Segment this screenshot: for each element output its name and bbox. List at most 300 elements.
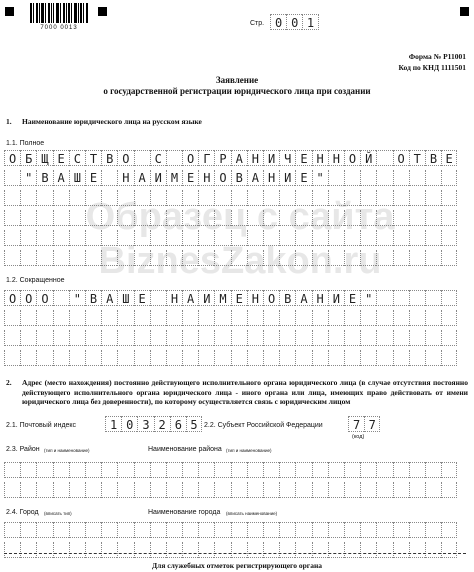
letter-cell[interactable]	[360, 542, 376, 558]
letter-cell[interactable]	[328, 350, 344, 366]
letter-cell[interactable]: Е	[53, 150, 69, 166]
letter-cell[interactable]: Б	[20, 150, 36, 166]
letter-cell[interactable]	[279, 522, 295, 538]
letter-cell[interactable]	[36, 462, 52, 478]
letter-cell[interactable]	[182, 310, 198, 326]
letter-cell[interactable]	[279, 350, 295, 366]
letter-cell[interactable]	[279, 482, 295, 498]
full-name-row[interactable]	[4, 170, 457, 186]
postcode-digit[interactable]: 0	[121, 416, 137, 432]
letter-cell[interactable]	[441, 522, 457, 538]
letter-cell[interactable]	[231, 230, 247, 246]
letter-cell[interactable]	[409, 522, 425, 538]
letter-cell[interactable]: И	[263, 150, 279, 166]
letter-cell[interactable]	[263, 542, 279, 558]
letter-cell[interactable]	[85, 522, 101, 538]
letter-cell[interactable]	[20, 310, 36, 326]
letter-cell[interactable]	[328, 542, 344, 558]
letter-cell[interactable]	[279, 462, 295, 478]
letter-cell[interactable]	[214, 230, 230, 246]
city-row[interactable]	[4, 542, 457, 558]
letter-cell[interactable]	[20, 542, 36, 558]
letter-cell[interactable]	[53, 310, 69, 326]
letter-cell[interactable]	[393, 310, 409, 326]
letter-cell[interactable]	[53, 522, 69, 538]
letter-cell[interactable]	[4, 210, 20, 226]
letter-cell[interactable]	[231, 350, 247, 366]
letter-cell[interactable]	[198, 350, 214, 366]
postcode-digit[interactable]: 6	[170, 416, 186, 432]
letter-cell[interactable]: Й	[360, 150, 376, 166]
letter-cell[interactable]	[134, 210, 150, 226]
letter-cell[interactable]	[69, 250, 85, 266]
letter-cell[interactable]	[376, 150, 392, 166]
letter-cell[interactable]	[393, 462, 409, 478]
letter-cell[interactable]	[214, 542, 230, 558]
letter-cell[interactable]	[376, 462, 392, 478]
letter-cell[interactable]	[425, 250, 441, 266]
letter-cell[interactable]	[85, 210, 101, 226]
letter-cell[interactable]	[85, 250, 101, 266]
letter-cell[interactable]	[150, 330, 166, 346]
letter-cell[interactable]	[4, 230, 20, 246]
letter-cell[interactable]	[4, 522, 20, 538]
letter-cell[interactable]: М	[214, 290, 230, 306]
letter-cell[interactable]	[295, 210, 311, 226]
letter-cell[interactable]	[312, 542, 328, 558]
letter-cell[interactable]	[425, 310, 441, 326]
letter-cell[interactable]	[182, 230, 198, 246]
letter-cell[interactable]: О	[117, 150, 133, 166]
letter-cell[interactable]	[312, 350, 328, 366]
letter-cell[interactable]	[376, 210, 392, 226]
letter-cell[interactable]	[134, 330, 150, 346]
letter-cell[interactable]	[182, 350, 198, 366]
letter-cell[interactable]	[247, 482, 263, 498]
full-name-row[interactable]	[4, 190, 457, 206]
letter-cell[interactable]	[166, 350, 182, 366]
letter-cell[interactable]	[134, 230, 150, 246]
letter-cell[interactable]	[376, 310, 392, 326]
letter-cell[interactable]: И	[328, 290, 344, 306]
letter-cell[interactable]	[198, 250, 214, 266]
letter-cell[interactable]	[441, 170, 457, 186]
letter-cell[interactable]: М	[166, 170, 182, 186]
letter-cell[interactable]	[312, 310, 328, 326]
letter-cell[interactable]	[441, 250, 457, 266]
letter-cell[interactable]	[4, 482, 20, 498]
letter-cell[interactable]	[441, 482, 457, 498]
letter-cell[interactable]	[182, 542, 198, 558]
letter-cell[interactable]	[231, 542, 247, 558]
letter-cell[interactable]	[117, 542, 133, 558]
letter-cell[interactable]	[263, 522, 279, 538]
letter-cell[interactable]: Е	[85, 170, 101, 186]
letter-cell[interactable]	[214, 250, 230, 266]
letter-cell[interactable]	[247, 462, 263, 478]
letter-cell[interactable]	[117, 310, 133, 326]
letter-cell[interactable]	[344, 522, 360, 538]
letter-cell[interactable]	[393, 210, 409, 226]
letter-cell[interactable]	[376, 522, 392, 538]
letter-cell[interactable]: В	[425, 150, 441, 166]
letter-cell[interactable]	[117, 350, 133, 366]
letter-cell[interactable]	[231, 190, 247, 206]
postcode-cells[interactable]	[105, 416, 202, 432]
letter-cell[interactable]	[279, 190, 295, 206]
letter-cell[interactable]	[409, 330, 425, 346]
letter-cell[interactable]	[166, 190, 182, 206]
letter-cell[interactable]	[376, 250, 392, 266]
letter-cell[interactable]	[134, 150, 150, 166]
letter-cell[interactable]: О	[393, 150, 409, 166]
letter-cell[interactable]	[101, 350, 117, 366]
letter-cell[interactable]: "	[312, 170, 328, 186]
letter-cell[interactable]	[166, 150, 182, 166]
letter-cell[interactable]: Е	[295, 170, 311, 186]
letter-cell[interactable]	[263, 230, 279, 246]
letter-cell[interactable]	[4, 170, 20, 186]
postcode-digit[interactable]: 3	[137, 416, 153, 432]
letter-cell[interactable]: Н	[198, 170, 214, 186]
letter-cell[interactable]	[441, 210, 457, 226]
letter-cell[interactable]	[344, 190, 360, 206]
letter-cell[interactable]	[85, 330, 101, 346]
letter-cell[interactable]: А	[53, 170, 69, 186]
letter-cell[interactable]	[393, 350, 409, 366]
full-name-row[interactable]	[4, 210, 457, 226]
letter-cell[interactable]	[425, 210, 441, 226]
postcode-digit[interactable]: 1	[105, 416, 121, 432]
letter-cell[interactable]	[150, 482, 166, 498]
letter-cell[interactable]	[20, 190, 36, 206]
letter-cell[interactable]	[4, 462, 20, 478]
letter-cell[interactable]	[4, 330, 20, 346]
letter-cell[interactable]	[247, 330, 263, 346]
letter-cell[interactable]: С	[150, 150, 166, 166]
letter-cell[interactable]	[20, 462, 36, 478]
full-name-row[interactable]	[4, 150, 457, 166]
letter-cell[interactable]	[36, 542, 52, 558]
letter-cell[interactable]: Р	[214, 150, 230, 166]
letter-cell[interactable]	[53, 542, 69, 558]
letter-cell[interactable]	[69, 230, 85, 246]
letter-cell[interactable]	[328, 170, 344, 186]
letter-cell[interactable]	[263, 482, 279, 498]
letter-cell[interactable]	[69, 522, 85, 538]
district-row[interactable]	[4, 482, 457, 498]
letter-cell[interactable]	[360, 482, 376, 498]
letter-cell[interactable]	[312, 330, 328, 346]
district-row[interactable]	[4, 462, 457, 478]
letter-cell[interactable]	[117, 210, 133, 226]
letter-cell[interactable]	[393, 482, 409, 498]
letter-cell[interactable]	[53, 210, 69, 226]
letter-cell[interactable]	[166, 310, 182, 326]
letter-cell[interactable]	[376, 170, 392, 186]
letter-cell[interactable]	[295, 482, 311, 498]
letter-cell[interactable]	[101, 170, 117, 186]
letter-cell[interactable]	[279, 330, 295, 346]
letter-cell[interactable]: Н	[263, 170, 279, 186]
letter-cell[interactable]	[231, 522, 247, 538]
letter-cell[interactable]	[279, 542, 295, 558]
letter-cell[interactable]	[409, 170, 425, 186]
letter-cell[interactable]: И	[198, 290, 214, 306]
letter-cell[interactable]	[344, 350, 360, 366]
letter-cell[interactable]	[360, 330, 376, 346]
short-name-row[interactable]	[4, 350, 457, 366]
letter-cell[interactable]	[150, 542, 166, 558]
letter-cell[interactable]: Т	[409, 150, 425, 166]
letter-cell[interactable]	[425, 230, 441, 246]
letter-cell[interactable]	[198, 462, 214, 478]
letter-cell[interactable]	[214, 522, 230, 538]
letter-cell[interactable]	[247, 350, 263, 366]
letter-cell[interactable]	[150, 210, 166, 226]
letter-cell[interactable]	[409, 230, 425, 246]
letter-cell[interactable]: И	[150, 170, 166, 186]
letter-cell[interactable]: В	[279, 290, 295, 306]
letter-cell[interactable]: А	[101, 290, 117, 306]
letter-cell[interactable]	[85, 482, 101, 498]
letter-cell[interactable]	[166, 210, 182, 226]
letter-cell[interactable]	[344, 310, 360, 326]
short-name-row[interactable]	[4, 310, 457, 326]
letter-cell[interactable]	[344, 230, 360, 246]
letter-cell[interactable]	[117, 250, 133, 266]
letter-cell[interactable]	[53, 230, 69, 246]
letter-cell[interactable]	[312, 250, 328, 266]
letter-cell[interactable]	[150, 350, 166, 366]
letter-cell[interactable]	[166, 482, 182, 498]
short-name-row[interactable]	[4, 330, 457, 346]
letter-cell[interactable]	[328, 210, 344, 226]
letter-cell[interactable]	[409, 542, 425, 558]
region-digit[interactable]: 7	[364, 416, 380, 432]
letter-cell[interactable]	[295, 230, 311, 246]
letter-cell[interactable]	[117, 330, 133, 346]
letter-cell[interactable]	[117, 462, 133, 478]
letter-cell[interactable]: Е	[344, 290, 360, 306]
letter-cell[interactable]	[360, 190, 376, 206]
letter-cell[interactable]	[134, 542, 150, 558]
letter-cell[interactable]: Е	[295, 150, 311, 166]
letter-cell[interactable]	[263, 210, 279, 226]
letter-cell[interactable]	[263, 462, 279, 478]
letter-cell[interactable]	[53, 462, 69, 478]
letter-cell[interactable]	[4, 250, 20, 266]
full-name-row[interactable]	[4, 230, 457, 246]
letter-cell[interactable]	[198, 522, 214, 538]
letter-cell[interactable]	[69, 482, 85, 498]
letter-cell[interactable]	[344, 462, 360, 478]
letter-cell[interactable]	[214, 210, 230, 226]
letter-cell[interactable]	[425, 190, 441, 206]
letter-cell[interactable]	[69, 210, 85, 226]
letter-cell[interactable]	[409, 290, 425, 306]
letter-cell[interactable]: Н	[117, 170, 133, 186]
letter-cell[interactable]	[69, 190, 85, 206]
letter-cell[interactable]	[441, 350, 457, 366]
letter-cell[interactable]	[263, 350, 279, 366]
letter-cell[interactable]	[393, 230, 409, 246]
letter-cell[interactable]	[328, 522, 344, 538]
letter-cell[interactable]	[425, 462, 441, 478]
letter-cell[interactable]	[263, 250, 279, 266]
letter-cell[interactable]	[134, 482, 150, 498]
letter-cell[interactable]: "	[69, 290, 85, 306]
letter-cell[interactable]	[344, 250, 360, 266]
letter-cell[interactable]	[360, 250, 376, 266]
letter-cell[interactable]: О	[214, 170, 230, 186]
letter-cell[interactable]	[20, 350, 36, 366]
letter-cell[interactable]	[36, 522, 52, 538]
letter-cell[interactable]	[166, 542, 182, 558]
letter-cell[interactable]: А	[247, 170, 263, 186]
letter-cell[interactable]	[53, 350, 69, 366]
letter-cell[interactable]: О	[20, 290, 36, 306]
letter-cell[interactable]: Н	[312, 150, 328, 166]
letter-cell[interactable]	[295, 350, 311, 366]
letter-cell[interactable]	[231, 310, 247, 326]
letter-cell[interactable]	[425, 350, 441, 366]
letter-cell[interactable]	[409, 210, 425, 226]
letter-cell[interactable]	[101, 310, 117, 326]
letter-cell[interactable]	[441, 290, 457, 306]
letter-cell[interactable]	[134, 190, 150, 206]
letter-cell[interactable]	[344, 330, 360, 346]
letter-cell[interactable]	[425, 482, 441, 498]
letter-cell[interactable]	[360, 230, 376, 246]
letter-cell[interactable]	[166, 250, 182, 266]
letter-cell[interactable]	[376, 190, 392, 206]
letter-cell[interactable]	[134, 250, 150, 266]
letter-cell[interactable]	[166, 522, 182, 538]
letter-cell[interactable]	[198, 210, 214, 226]
letter-cell[interactable]	[328, 230, 344, 246]
letter-cell[interactable]: Н	[247, 150, 263, 166]
letter-cell[interactable]	[263, 190, 279, 206]
letter-cell[interactable]	[36, 190, 52, 206]
letter-cell[interactable]: О	[36, 290, 52, 306]
letter-cell[interactable]	[279, 310, 295, 326]
letter-cell[interactable]	[198, 230, 214, 246]
letter-cell[interactable]	[117, 482, 133, 498]
letter-cell[interactable]	[425, 522, 441, 538]
letter-cell[interactable]	[36, 482, 52, 498]
letter-cell[interactable]	[360, 210, 376, 226]
letter-cell[interactable]	[214, 330, 230, 346]
letter-cell[interactable]	[20, 482, 36, 498]
letter-cell[interactable]	[150, 250, 166, 266]
letter-cell[interactable]	[279, 250, 295, 266]
letter-cell[interactable]	[231, 462, 247, 478]
letter-cell[interactable]	[101, 482, 117, 498]
letter-cell[interactable]	[247, 190, 263, 206]
letter-cell[interactable]	[134, 350, 150, 366]
letter-cell[interactable]	[312, 462, 328, 478]
letter-cell[interactable]	[393, 170, 409, 186]
full-name-row[interactable]	[4, 250, 457, 266]
letter-cell[interactable]: В	[101, 150, 117, 166]
letter-cell[interactable]: О	[263, 290, 279, 306]
letter-cell[interactable]: А	[295, 290, 311, 306]
letter-cell[interactable]: В	[36, 170, 52, 186]
letter-cell[interactable]	[101, 230, 117, 246]
letter-cell[interactable]	[150, 190, 166, 206]
letter-cell[interactable]	[295, 190, 311, 206]
letter-cell[interactable]	[150, 310, 166, 326]
letter-cell[interactable]	[344, 542, 360, 558]
letter-cell[interactable]	[117, 190, 133, 206]
city-row[interactable]	[4, 522, 457, 538]
letter-cell[interactable]	[4, 190, 20, 206]
letter-cell[interactable]: В	[85, 290, 101, 306]
letter-cell[interactable]: Е	[182, 170, 198, 186]
letter-cell[interactable]	[441, 230, 457, 246]
letter-cell[interactable]: Н	[312, 290, 328, 306]
letter-cell[interactable]	[117, 522, 133, 538]
region-digit[interactable]: 7	[348, 416, 364, 432]
letter-cell[interactable]: Щ	[36, 150, 52, 166]
letter-cell[interactable]	[376, 542, 392, 558]
letter-cell[interactable]	[312, 230, 328, 246]
letter-cell[interactable]	[182, 462, 198, 478]
letter-cell[interactable]	[53, 190, 69, 206]
letter-cell[interactable]	[85, 542, 101, 558]
letter-cell[interactable]	[312, 210, 328, 226]
letter-cell[interactable]	[231, 210, 247, 226]
letter-cell[interactable]	[328, 462, 344, 478]
letter-cell[interactable]	[36, 230, 52, 246]
letter-cell[interactable]	[198, 542, 214, 558]
letter-cell[interactable]	[360, 170, 376, 186]
letter-cell[interactable]	[166, 462, 182, 478]
letter-cell[interactable]	[101, 542, 117, 558]
letter-cell[interactable]	[101, 522, 117, 538]
letter-cell[interactable]	[182, 330, 198, 346]
letter-cell[interactable]: С	[69, 150, 85, 166]
letter-cell[interactable]	[69, 462, 85, 478]
letter-cell[interactable]	[182, 190, 198, 206]
letter-cell[interactable]: О	[344, 150, 360, 166]
letter-cell[interactable]	[279, 230, 295, 246]
letter-cell[interactable]	[214, 482, 230, 498]
letter-cell[interactable]	[182, 522, 198, 538]
letter-cell[interactable]: О	[4, 290, 20, 306]
letter-cell[interactable]	[441, 310, 457, 326]
letter-cell[interactable]	[150, 290, 166, 306]
letter-cell[interactable]: Ш	[69, 170, 85, 186]
letter-cell[interactable]	[312, 482, 328, 498]
letter-cell[interactable]	[150, 522, 166, 538]
letter-cell[interactable]: Е	[134, 290, 150, 306]
letter-cell[interactable]: О	[182, 150, 198, 166]
letter-cell[interactable]	[101, 250, 117, 266]
letter-cell[interactable]	[53, 290, 69, 306]
letter-cell[interactable]	[85, 310, 101, 326]
letter-cell[interactable]	[247, 230, 263, 246]
letter-cell[interactable]: В	[231, 170, 247, 186]
letter-cell[interactable]	[295, 542, 311, 558]
letter-cell[interactable]	[409, 190, 425, 206]
letter-cell[interactable]	[20, 522, 36, 538]
letter-cell[interactable]: Ч	[279, 150, 295, 166]
letter-cell[interactable]	[312, 522, 328, 538]
letter-cell[interactable]	[20, 230, 36, 246]
postcode-digit[interactable]: 5	[186, 416, 202, 432]
